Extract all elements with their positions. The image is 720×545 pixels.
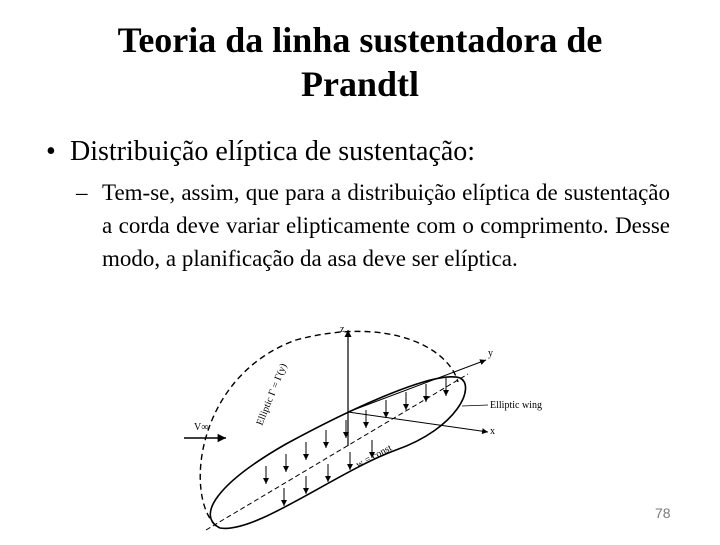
y-axis-label: y	[488, 348, 493, 359]
elliptic-lift-label: Elliptic Γ = Γ(y)	[254, 361, 290, 428]
w-const-label: w = const	[354, 442, 394, 471]
bullet-item	[46, 134, 475, 170]
z-axis-label: z	[340, 324, 345, 335]
slide-title-line-2: Prandtl	[300, 64, 419, 104]
bullet-text: Distribuição elíptica de sustentação:	[70, 136, 476, 167]
bullet-symbol: •	[46, 136, 56, 167]
sub-bullet-text: Tem-se, assim, que para a distribuição elíptica de sustentação a corda deve variar elipticamente com o comprimento. Desse modo, a planificação da asa deve ser elíptica.	[102, 180, 670, 271]
sub-bullet-dash: –	[76, 180, 88, 205]
elliptic-wing-outline	[210, 377, 465, 529]
elliptic-wing-leader	[462, 405, 488, 406]
downwash-arrows	[266, 378, 446, 506]
slide-title	[0, 18, 720, 106]
elliptic-wing-label: Elliptic wing	[490, 400, 542, 411]
freestream-label: V∞	[194, 422, 209, 433]
elliptic-wing-figure	[176, 316, 586, 540]
slide-title-line-1: Teoria da linha sustentadora de	[117, 20, 603, 60]
sub-bullet-item	[76, 176, 670, 275]
x-axis-label: x	[490, 426, 495, 437]
span-axis	[206, 374, 468, 530]
elliptic-lift-curve	[200, 331, 458, 526]
x-axis	[348, 412, 488, 432]
elliptic-wing-diagram	[176, 316, 586, 540]
page-number: 78	[655, 505, 671, 521]
